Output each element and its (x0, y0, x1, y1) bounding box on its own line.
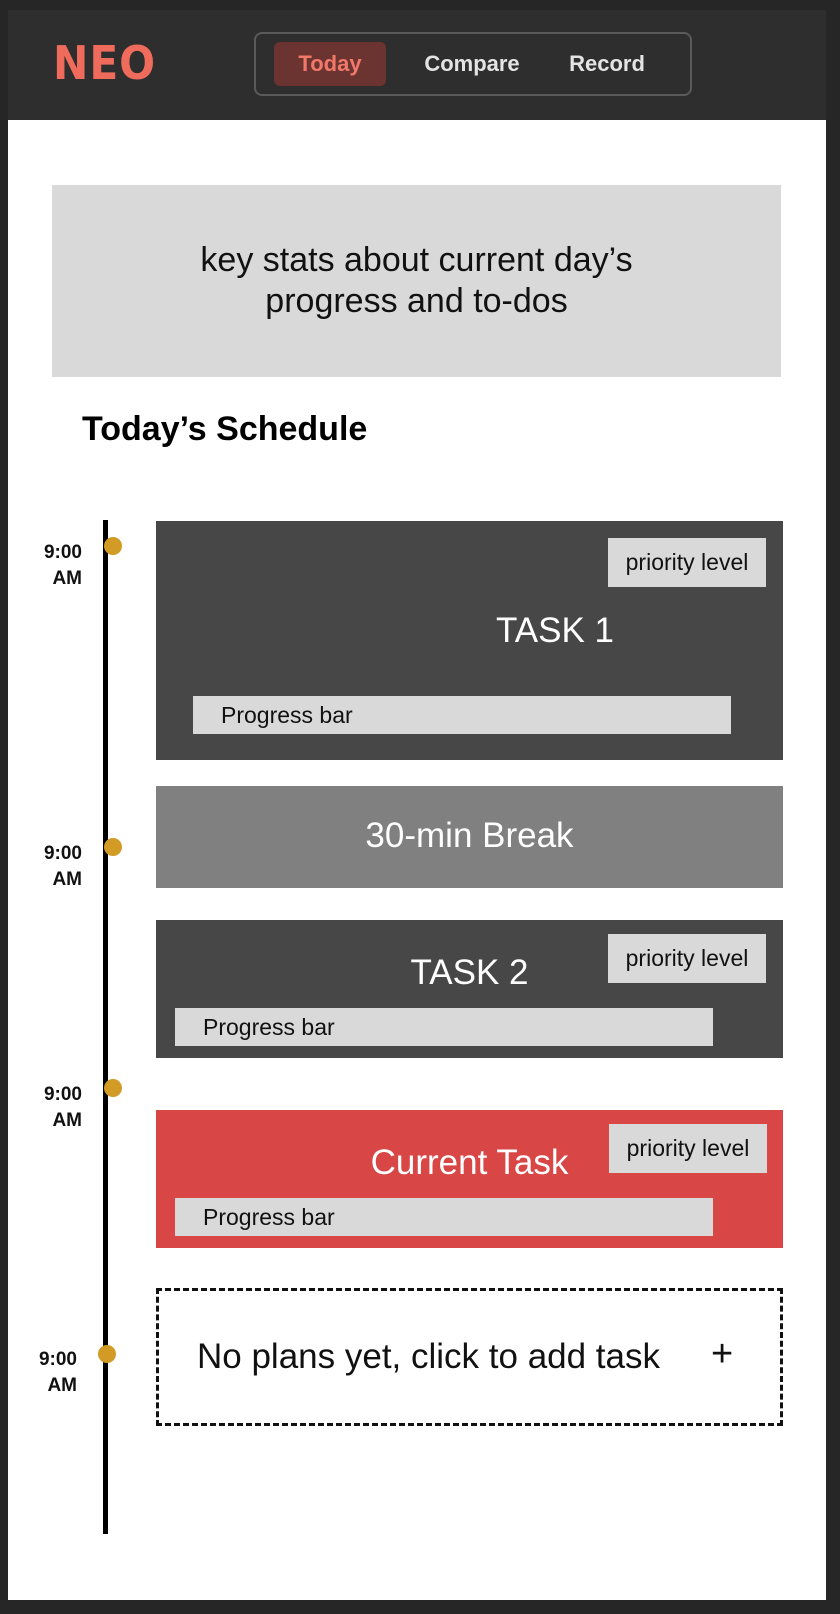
app-frame (8, 10, 826, 1600)
timeline-dot (104, 1079, 122, 1097)
nav-tabs (254, 32, 692, 96)
timeline-line (103, 520, 108, 1534)
app-logo[interactable]: NEO (53, 36, 157, 90)
timeline-dot (104, 838, 122, 856)
tab-record[interactable]: Record (569, 51, 645, 76)
current-task-card[interactable] (156, 1110, 783, 1248)
task-title: Current Task (370, 1143, 569, 1182)
tab-today[interactable]: Today (274, 42, 386, 86)
priority-level-badge[interactable]: priority level (608, 538, 766, 587)
break-title: 30-min Break (365, 816, 574, 855)
add-task-placeholder[interactable] (156, 1288, 783, 1426)
task-card[interactable] (156, 521, 783, 760)
timeline-dot (98, 1345, 116, 1363)
add-task-text: No plans yet, click to add task (197, 1337, 660, 1376)
stats-line-2: progress and to-dos (265, 282, 568, 320)
time-label: 9:00 AM (43, 1084, 82, 1131)
time-label: 9:00 AM (38, 1349, 77, 1396)
stats-line-1: key stats about current day’s (200, 241, 633, 279)
progress-bar: Progress bar (193, 696, 731, 734)
task-title: TASK 2 (410, 953, 529, 992)
priority-level-badge[interactable]: priority level (608, 934, 766, 983)
time-label: 9:00 AM (43, 542, 82, 589)
tab-compare[interactable]: Compare (424, 51, 520, 76)
timeline-dot (104, 537, 122, 555)
progress-bar: Progress bar (175, 1008, 713, 1046)
priority-level-badge[interactable]: priority level (609, 1124, 767, 1173)
schedule-title: Today’s Schedule (82, 410, 368, 448)
task-card[interactable] (156, 920, 783, 1058)
break-card[interactable] (156, 786, 783, 888)
top-bar (8, 10, 826, 120)
time-label: 9:00 AM (43, 843, 82, 890)
key-stats-panel (52, 185, 781, 377)
task-title: TASK 1 (496, 611, 615, 650)
plus-icon[interactable]: + (711, 1333, 734, 1375)
progress-bar: Progress bar (175, 1198, 713, 1236)
